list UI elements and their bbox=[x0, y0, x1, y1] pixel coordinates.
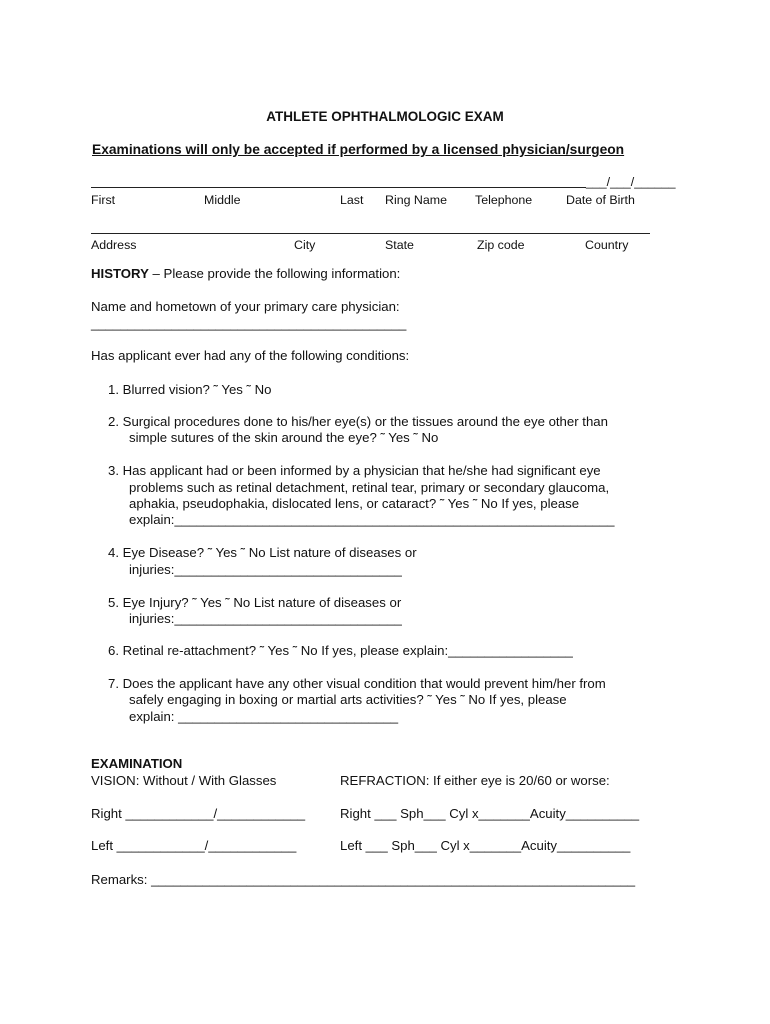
label-zip-code: Zip code bbox=[477, 238, 525, 252]
label-country: Country bbox=[585, 238, 629, 252]
page-title: ATHLETE OPHTHALMOLOGIC EXAM bbox=[266, 109, 504, 124]
question-3-line-3[interactable]: aphakia, pseudophakia, dislocated lens, or cataract? ˜ Yes ˜ No If yes, please bbox=[129, 496, 580, 511]
name-line[interactable] bbox=[91, 187, 586, 188]
label-last: Last bbox=[340, 193, 364, 207]
remarks-field[interactable]: Remarks: __________________________________________________________________ bbox=[91, 872, 636, 887]
history-intro: – Please provide the following information: bbox=[148, 266, 401, 281]
question-2-line-1: 2. Surgical procedures done to his/her eye(s) or the tissues around the eye other than bbox=[108, 414, 608, 429]
history-heading-line bbox=[91, 266, 400, 281]
question-1[interactable]: 1. Blurred vision? ˜ Yes ˜ No bbox=[108, 382, 272, 397]
vision-label: VISION: Without / With Glasses bbox=[91, 773, 277, 788]
right-vision-field[interactable]: Right ____________/____________ bbox=[91, 806, 306, 821]
dob-blanks[interactable]: ___/___/______ bbox=[586, 175, 676, 189]
refraction-label: REFRACTION: If either eye is 20/60 or worse: bbox=[340, 773, 610, 788]
address-line[interactable] bbox=[91, 233, 650, 234]
conditions-intro: Has applicant ever had any of the following conditions: bbox=[91, 348, 410, 363]
pcp-field[interactable]: ___________________________________________ bbox=[91, 316, 407, 331]
question-4-line-1[interactable]: 4. Eye Disease? ˜ Yes ˜ No List nature of diseases or bbox=[108, 545, 417, 560]
question-3-line-1: 3. Has applicant had or been informed by a physician that he/she had significant eye bbox=[108, 463, 601, 478]
history-heading: HISTORY bbox=[91, 266, 149, 281]
right-refraction-field[interactable]: Right ___ Sph___ Cyl x_______Acuity__________ bbox=[340, 806, 640, 821]
pcp-label: Name and hometown of your primary care physician: bbox=[91, 299, 400, 314]
page-subtitle: Examinations will only be accepted if performed by a licensed physician/surgeon bbox=[92, 142, 625, 157]
left-vision-field[interactable]: Left ____________/____________ bbox=[91, 838, 297, 853]
label-state: State bbox=[385, 238, 414, 252]
examination-heading: EXAMINATION bbox=[91, 756, 183, 771]
left-refraction-field[interactable]: Left ___ Sph___ Cyl x_______Acuity__________ bbox=[340, 838, 631, 853]
label-city: City bbox=[294, 238, 316, 252]
label-telephone: Telephone bbox=[475, 193, 533, 207]
label-first: First bbox=[91, 193, 116, 207]
label-date-of-birth: Date of Birth bbox=[566, 193, 635, 207]
question-3-line-2: problems such as retinal detachment, retinal tear, primary or secondary glaucoma, bbox=[129, 480, 610, 495]
question-4-injuries[interactable]: injuries:_______________________________ bbox=[129, 562, 402, 577]
question-6[interactable]: 6. Retinal re-attachment? ˜ Yes ˜ No If yes, please explain:_________________ bbox=[108, 643, 573, 658]
label-ring-name: Ring Name bbox=[385, 193, 447, 207]
question-5-injuries[interactable]: injuries:_______________________________ bbox=[129, 611, 402, 626]
question-7-line-2[interactable]: safely engaging in boxing or martial arts activities? ˜ Yes ˜ No If yes, please bbox=[129, 692, 567, 707]
label-middle: Middle bbox=[204, 193, 241, 207]
question-5-line-1[interactable]: 5. Eye Injury? ˜ Yes ˜ No List nature of diseases or bbox=[108, 595, 402, 610]
question-7-line-1: 7. Does the applicant have any other visual condition that would prevent him/her from bbox=[108, 676, 606, 691]
question-2-line-2[interactable]: simple sutures of the skin around the eye? ˜ Yes ˜ No bbox=[129, 430, 439, 445]
question-3-explain[interactable]: explain:____________________________________________________________ bbox=[129, 512, 615, 527]
question-7-explain[interactable]: explain: ______________________________ bbox=[129, 709, 399, 724]
label-address: Address bbox=[91, 238, 137, 252]
